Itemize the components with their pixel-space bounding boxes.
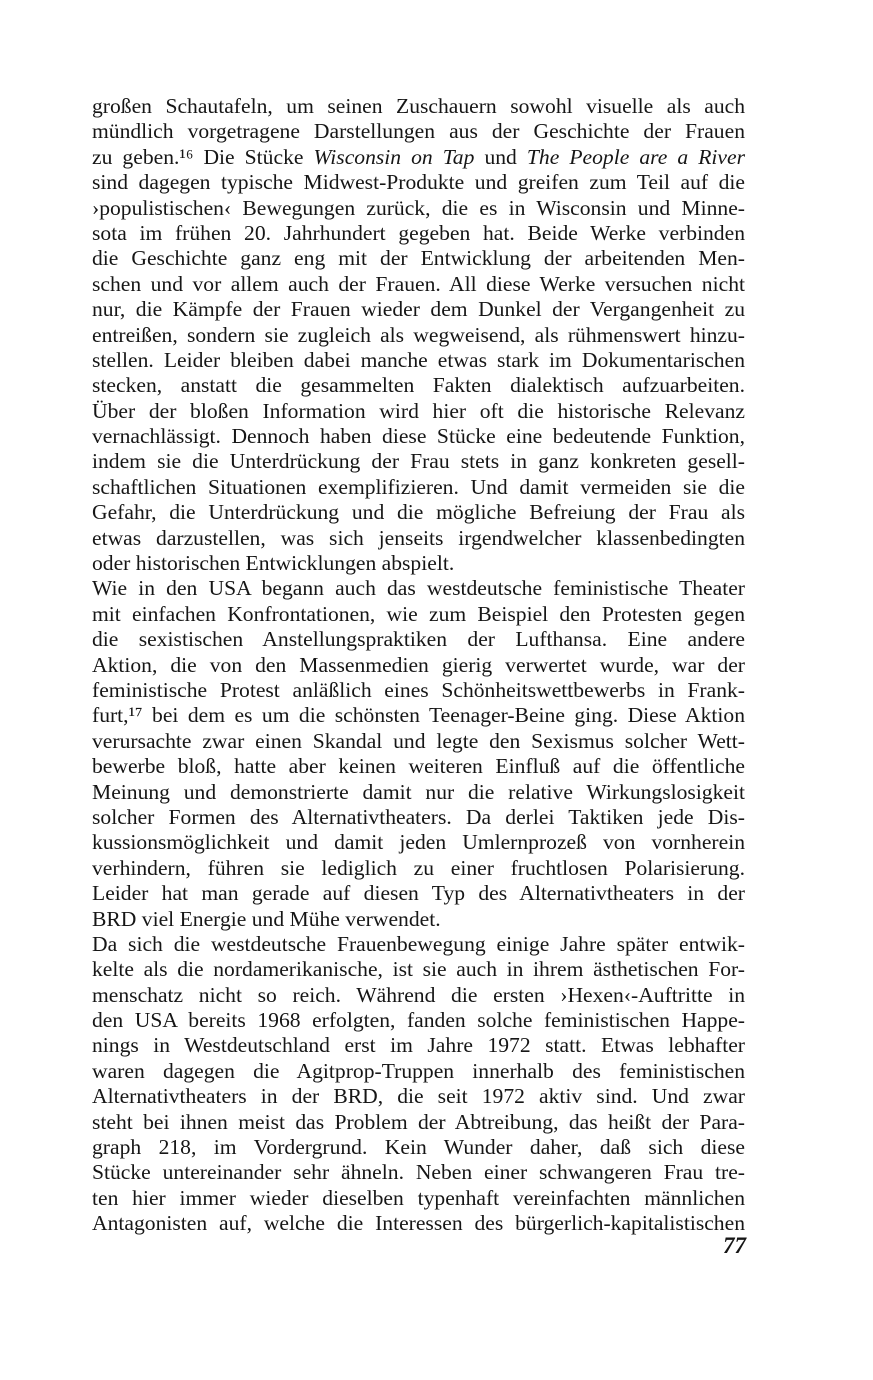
text-line: bewerbe bloß, hatte aber keinen weiteren Einfluß auf die öffentliche [92,754,745,779]
text-line: stellen. Leider bleiben dabei manche etwas stark im Dokumentarischen [92,347,745,372]
text-line: steht bei ihnen meist das Problem der Abtreibung, das heißt der Para- [92,1109,745,1134]
text-line: Gefahr, die Unterdrückung und die mögliche Befreiung der Frau als [92,500,745,525]
text-line: ›populistischen‹ Bewegungen zurück, die es in Wisconsin und Minne- [92,195,745,220]
text-line: schaftlichen Situationen exemplifizieren. Und damit vermeiden sie die [92,474,745,499]
text-line: nings in Westdeutschland erst im Jahre 1972 statt. Etwas lebhafter [92,1033,745,1058]
page-number: 77 [723,1233,746,1258]
text-line: graph 218, im Vordergrund. Kein Wunder daher, daß sich diese [92,1135,745,1160]
text-line: Meinung und demonstrierte damit nur die relative Wirkungslosigkeit [92,779,745,804]
text-line: Alternativtheaters in der BRD, die seit 1972 aktiv sind. Und zwar [92,1084,745,1109]
text-line: Wie in den USA begann auch das westdeutsche feministische Theater [92,576,745,601]
text-line: furt,¹⁷ bei dem es um die schönsten Teenager-Beine ging. Diese Aktion [92,703,745,728]
text-line: großen Schautafeln, um seinen Zuschauern sowohl visuelle als auch [92,94,745,118]
text-line: vernachlässigt. Dennoch haben diese Stücke eine bedeutende Funktion, [92,424,745,449]
text-line: ten hier immer wieder dieselben typenhaft vereinfachten männlichen [92,1185,745,1210]
text-line: kelte als die nordamerikanische, ist sie auch in ihrem ästhetischen For- [92,957,745,982]
text-line: entreißen, sondern sie zugleich als wegweisend, als rühmenswert hinzu- [92,322,745,347]
play-title: Wisconsin on Tap [313,144,475,169]
text-line: waren dagegen die Agitprop-Truppen innerhalb des feministischen [92,1058,745,1083]
text-line: verhindern, führen sie lediglich zu einer fruchtlosen Polarisierung. [92,855,745,880]
text-line: die Geschichte ganz eng mit der Entwicklung der arbeitenden Men- [92,246,745,271]
text-line: menschatz nicht so reich. Während die ersten ›Hexen‹-Auftritte in [92,982,745,1007]
text-line: kussionsmöglichkeit und damit jeden Umlernprozeß von vornherein [92,830,745,855]
text-line: oder historischen Entwicklungen abspielt. [92,551,455,576]
play-title: The People are a River [526,144,745,169]
body-text [92,94,745,1237]
text-line: mündlich vorgetragene Darstellungen aus der Geschichte der Frauen [92,119,745,144]
text-line: stecken, anstatt die gesammelten Fakten dialektisch aufzuarbeiten. [92,373,745,398]
text-line: nur, die Kämpfe der Frauen wieder dem Dunkel der Vergangenheit zu [92,297,745,322]
text-line: mit einfachen Konfrontationen, wie zum Beispiel den Protesten gegen [92,601,745,626]
text-line: Stücke untereinander sehr ähneln. Neben einer schwangeren Frau tre- [92,1160,745,1185]
text-line: Da sich die westdeutsche Frauenbewegung einige Jahre später entwik- [92,931,745,956]
text-line: sota im frühen 20. Jahrhundert gegeben hat. Beide Werke verbinden [92,220,745,245]
text-line: Leider hat man gerade auf diesen Typ des Alternativtheaters in der [92,881,745,906]
text-line: solcher Formen des Alternativtheaters. Da derlei Taktiken jede Dis- [92,804,745,829]
text-line: die sexistischen Anstellungspraktiken der Lufthansa. Eine andere [92,627,745,652]
text-line: zu geben.¹⁶ Die Stücke Wisconsin on Tap und The People are a River [92,144,745,169]
text-line: BRD viel Energie und Mühe verwendet. [92,906,441,931]
text-line: Über der bloßen Information wird hier oft die historische Relevanz [92,398,745,423]
text-line: Aktion, die von den Massenmedien gierig verwertet wurde, war der [92,652,745,677]
text-line: indem sie die Unterdrückung der Frau stets in ganz konkreten gesell- [92,449,745,474]
text-line: etwas darzustellen, was sich jenseits irgendwelcher klassenbedingten [92,525,745,550]
text-line: feministische Protest anläßlich eines Schönheitswettbewerbs in Frank- [92,677,745,702]
text-line: schen und vor allem auch der Frauen. All diese Werke versuchen nicht [92,271,745,296]
text-line: den USA bereits 1968 erfolgten, fanden solche feministischen Happe- [92,1008,745,1033]
text-line: verursachte zwar einen Skandal und legte den Sexismus solcher Wett- [92,728,745,753]
text-line: Antagonisten auf, welche die Interessen des bürgerlich-kapitalistischen [92,1211,745,1236]
text-line: sind dagegen typische Midwest-Produkte und greifen zum Teil auf die [92,170,745,195]
